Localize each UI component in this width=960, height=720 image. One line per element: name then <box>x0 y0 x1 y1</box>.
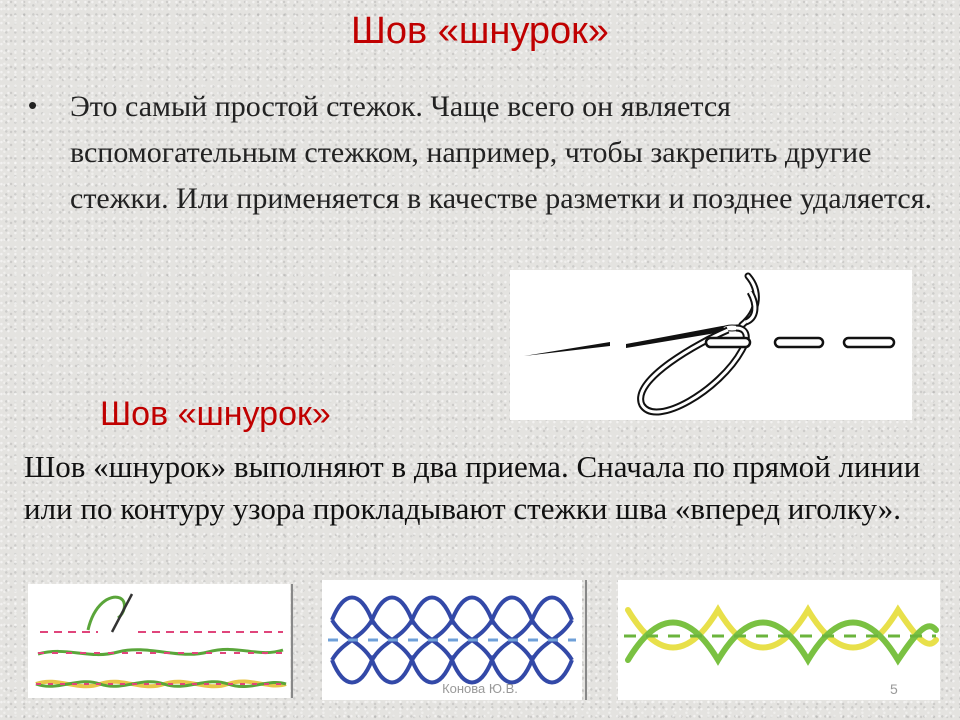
footer-author: Конова Ю.В. <box>442 681 518 696</box>
needle-illustration <box>510 270 912 420</box>
page-number: 5 <box>890 681 898 697</box>
bullet-text: Это самый простой стежок. Чаще всего он является вспомогательным стежком, например, чтобы закрепить другие стежки. Или применяется в качестве разметки и позднее удаляется. <box>70 90 933 215</box>
section-subtitle: Шов «шнурок» <box>100 395 331 433</box>
slide-title: Шов «шнурок» <box>351 10 609 52</box>
description-text: Шов «шнурок» выполняют в два приема. Сначала по прямой линии или по контуру узора прокладывают стежки шва «вперед иголку». <box>24 449 921 526</box>
bullet-icon: • <box>28 90 38 120</box>
